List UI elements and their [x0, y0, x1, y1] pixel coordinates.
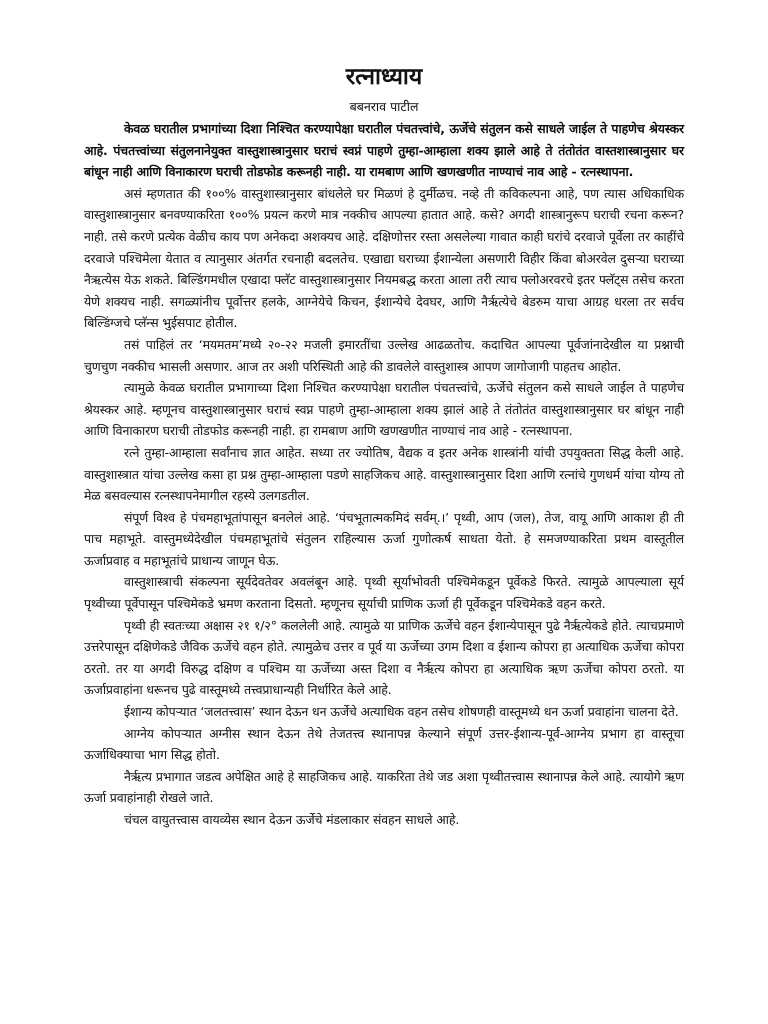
body-paragraph: रत्ने तुम्हा-आम्हाला सर्वांनाच ज्ञात आहेत. सध्या तर ज्योतिष, वैद्यक व इतर अनेक शास्त्रांनी यांची उपयुक्तता सिद्ध केली आहे. वास्तुशास्त्रात यांचा उल्लेख कसा हा प्रश्न तुम्हा-आम्हाला पडणे साहजिकच आहे. वास्तुशास्त्रानुसार दिशा आणि रत्नांचे गुणधर्म यांचा योग्य तो मेळ बसवल्यास रत्नस्थापनेमागील रहस्ये उलगडतील. — [84, 444, 684, 504]
body-paragraph: वास्तुशास्त्राची संकल्पना सूर्यदेवतेवर अवलंबून आहे. पृथ्वी सूर्याभोवती पश्चिमेकडून पूर्वेकडे फिरते. त्यामुळे आपल्याला सूर्य पृथ्वीच्या पूर्वेपासून पश्चिमेकडे भ्रमण करताना दिसतो. म्हणूनच सूर्याची प्राणिक ऊर्जा ही पूर्वेकडून पश्चिमेकडे वहन करते. — [84, 574, 684, 612]
body-paragraph: संपूर्ण विश्व हे पंचमहाभूतांपासून बनलेलं आहे. ‘पंचभूतात्मकमिदं सर्वम्.।’ पृथ्वी, आप (जल), तेज, वायू आणि आकाश ही ती पाच महाभूते. वास्तुमध्येदेखील पंचमहाभूतांचे संतुलन राहिल्यास ऊर्जा गुणोत्कर्ष साधता येतो. हे समजण्याकरिता प्रथम वास्तूतील ऊर्जाप्रवाह व महाभूतांचे प्राधान्य जाणून घेऊ. — [84, 509, 684, 568]
body-paragraph: आग्नेय कोपऱ्यात अग्नीस स्थान देऊन तेथे तेजतत्त्व स्थानापन्न केल्याने संपूर्ण उत्तर-ईशान्य-पूर्व-आग्नेय प्रभाग हा वास्तूचा ऊर्जाधिक्याचा भाग सिद्ध होतो. — [84, 725, 684, 763]
body-paragraph: पृथ्वी ही स्वतःच्या अक्षास २१ १/२° कललेली आहे. त्यामुळे या प्राणिक ऊर्जेचे वहन ईशान्येपासून पुढे नैर्ऋत्येकडे होते. त्याचप्रमाणे उत्तरेपासून दक्षिणेकडे जैविक ऊर्जेचे वहन होते. त्यामुळेच उत्तर व पूर्व या ऊर्जेच्या उगम दिशा व ईशान्य कोपरा हा अत्याधिक ऊर्जेचा कोपरा ठरतो. तर या अगदी विरुद्ध दक्षिण व पश्चिम या ऊर्जेच्या अस्त दिशा व नैर्ऋत्य कोपरा हा अत्याधिक ऋण ऊर्जेचा कोपरा ठरतो. या ऊर्जाप्रवाहांना धरूनच पुढे वास्तूमध्ये तत्त्वप्राधान्यही निर्धारित केले आहे. — [84, 617, 684, 698]
body-paragraph: तसं पाहिलं तर ‘मयमतम’मध्ये २०-२२ मजली इमारतींचा उल्लेख आढळतोच. कदाचित आपल्या पूर्वजांनादेखील या प्रश्नाची चुणचुण नक्कीच भासली असणार. आज तर अशी परिस्थिती आहे की डावलेले वास्तुशास्त्र आपण जागोजागी पाहतच आहोत. — [84, 336, 684, 374]
body-paragraph: ईशान्य कोपऱ्यात ‘जलतत्त्वास’ स्थान देऊन धन ऊर्जेचे अत्याधिक वहन तसेच शोषणही वास्तूमध्ये धन ऊर्जा प्रवाहांना चालना देते. — [124, 704, 679, 720]
body-paragraph: चंचल वायुतत्त्वास वायव्येस स्थान देऊन ऊर्जेचे मंडलाकार संवहन साधले आहे. — [124, 812, 460, 827]
document-page — [84, 62, 684, 831]
document-body — [84, 118, 684, 831]
body-paragraph: नैर्ऋत्य प्रभागात जडत्व अपेक्षित आहे हे साहजिकच आहे. याकरिता तेथे जड अशा पृथ्वीतत्त्वास स्थानापन्न केले आहे. त्यायोगे ऋण ऊर्जा प्रवाहांनाही रोखले जाते. — [84, 768, 684, 806]
body-paragraph: त्यामुळे केवळ घरातील प्रभागाच्या दिशा निश्चित करण्यापेक्षा घरातील पंचतत्त्वांचे, ऊर्जेचे संतुलन कसे साधले जाईल ते पाहणेच श्रेयस्कर आहे. म्हणूनच वास्तुशास्त्रानुसार घराचं स्वप्न पाहणे तुम्हा-आम्हाला शक्य झालं आहे ते तंतोतंत वास्तुशास्त्रानुसार घर बांधून नाही आणि विनाकारण घराची तोडफोड करूनही नाही. हा रामबाण आणि खणखणीत नाण्याचं नाव आहे - रत्नस्थापना. — [84, 380, 684, 439]
body-paragraph: असं म्हणतात की १००% वास्तुशास्त्रानुसार बांधलेले घर मिळणं हे दुर्मीळच. नव्हे ती कविकल्पना आहे, पण त्यास अधिकाधिक वास्तुशास्त्रानुसार बनवण्याकरिता १००% प्रयत्न करणे मात्र नक्कीच आपल्या हातात आहे. कसे? अगदी शास्त्रानुरूप घराची रचना करून? नाही. तसे करणे प्रत्येक वेळीच काय पण अनेकदा अशक्यच आहे. दक्षिणोत्तर रस्ता असलेल्या गावात काही घरांचे दरवाजे पूर्वेला तर काहींचे दरवाजे पश्चिमेला येतात व त्यानुसार अंतर्गत रचनाही बदलतेच. एखाद्या घराच्या ईशान्येला असणारी विहीर किंवा बोअरवेल दुसऱ्या घराच्या नैऋत्येस येऊ शकते. बिल्डिंगमधील एखादा फ्लॅट वास्तुशास्त्रानुसार नियमबद्ध करता आला तरी त्याच फ्लोअरवरचे इतर फ्लॅट्स तसेच करता येणे शक्यच नाही. सगळ्यांनीच पूर्वोत्तर हलके, आग्नेयेचे किचन, ईशान्येचे देवघर, आणि नैर्ऋत्येचे बेडरुम याचा आग्रह धरला तर सर्वच बिल्डिंग्जचे प्लॅन्स भुईसपाट होतील. — [84, 185, 684, 331]
document-title: रत्नाध्याय — [345, 64, 423, 90]
body-paragraph: केवळ घरातील प्रभागांच्या दिशा निश्चित करण्यापेक्षा घरातील पंचतत्त्वांचे, ऊर्जेचे संतुलन कसे साधले जाईल ते पाहणेच श्रेयस्कर आहे. पंचतत्त्वांच्या संतुलनानेयुक्त वास्तुशास्त्रानुसार घराचं स्वप्नं पाहणे तुम्हा-आम्हाला शक्य झाले आहे ते तंतोतंत वास्तशास्त्रानुसार घर बांधून नाही आणि विनाकारण घराची तोडफोड करूनही नाही. या रामबाण आणि खणखणीत नाण्याचं नाव आहे - रत्नस्थापना. — [84, 121, 684, 180]
document-author: बबनराव पाटील — [349, 99, 419, 114]
